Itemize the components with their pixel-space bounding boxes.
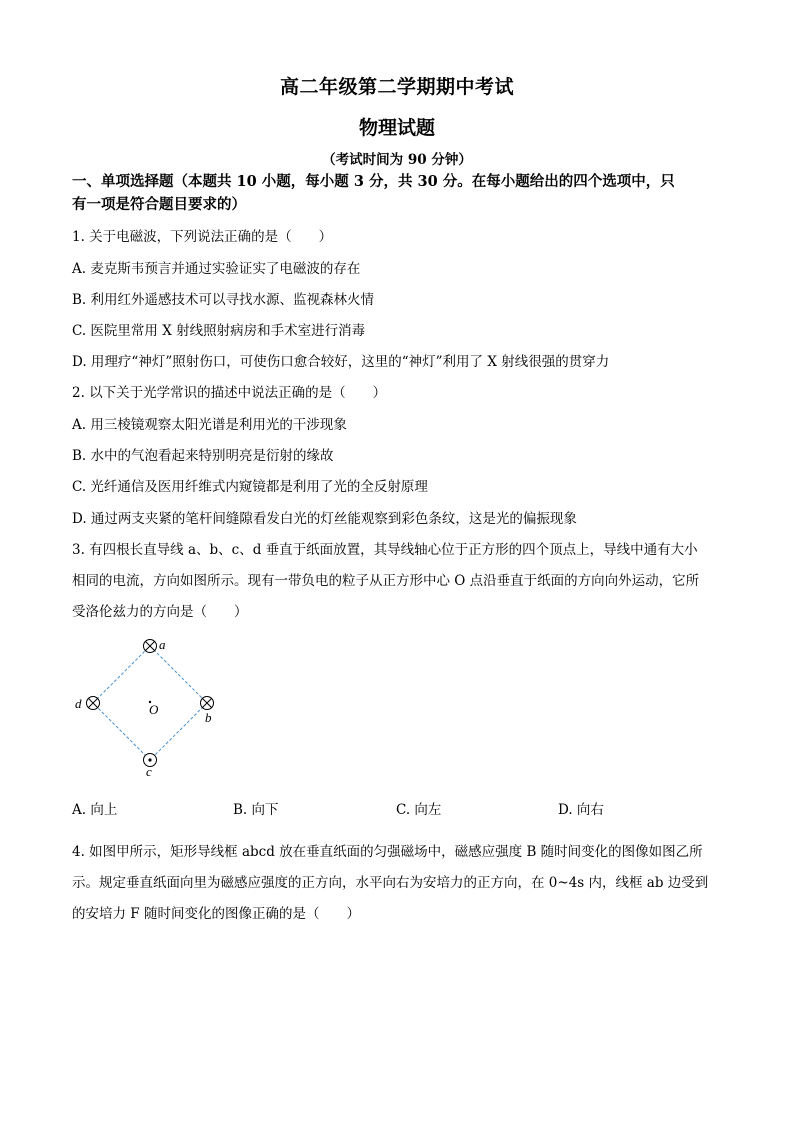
label-b: b [205,710,212,725]
q2-option-b: B. 水中的气泡看起来特别明亮是衍射的缘故 [72,448,334,464]
subject-title: 物理试题 [358,117,435,139]
q1-option-b: B. 利用红外遥感技术可以寻找水源、监视森林火情 [72,292,375,308]
q3-option-b: B. 向下 [233,802,279,818]
section-heading-line1: 一、单项选择题（本题共 10 小题，每小题 3 分，共 30 分。在每小题给出的四个选项中，只 [72,173,675,190]
q3-stem-line3: 受洛伦兹力的方向是（ ） [72,604,248,620]
q1-option-d: D. 用理疗“神灯”照射伤口，可使伤口愈合较好，这里的“神灯”利用了 X 射线很强的贯穿力 [72,354,610,370]
q3-option-a: A. 向上 [72,802,118,818]
q2-stem: 2. 以下关于光学常识的描述中说法正确的是（ ） [72,385,387,401]
q4-stem-line1: 4. 如图甲所示，矩形导线框 abcd 放在垂直纸面的匀强磁场中，磁感应强度 B 随时间变化的图像如图乙所 [72,844,703,860]
label-o: O [149,702,159,717]
wire-d-into-page-icon [87,697,100,710]
q3-option-d: D. 向右 [558,802,604,818]
label-c: c [146,764,152,779]
q2-option-a: A. 用三棱镜观察太阳光谱是利用光的干涉现象 [72,417,347,433]
q2-option-d: D. 通过两支夹紧的笔杆间缝隙看发白光的灯丝能观察到彩色条纹，这是光的偏振现象 [72,511,577,527]
label-d: d [75,696,82,711]
q4-stem-line2: 示。规定垂直纸面向里为磁感应强度的正方向，水平向右为安培力的正方向，在 0~4s 内，线框 ab 边受到 [72,875,709,891]
exam-title: 高二年级第二学期期中考试 [279,76,514,98]
q3-stem-line1: 3. 有四根长直导线 a、b、c、d 垂直于纸面放置，其导线轴心位于正方形的四个顶点上，导线中通有大小 [72,542,698,558]
wire-b-into-page-icon [201,697,214,710]
q4-stem-line3: 的安培力 F 随时间变化的图像正确的是（ ） [72,906,360,922]
label-a: a [159,637,166,652]
q1-stem: 1. 关于电磁波，下列说法正确的是（ ） [72,229,333,245]
exam-duration: （考试时间为 90 分钟） [322,152,472,168]
q3-option-c: C. 向左 [396,802,442,818]
wire-a-into-page-icon [144,640,157,653]
q1-option-c: C. 医院里常用 X 射线照射病房和手术室进行消毒 [72,323,366,339]
section-heading-line2: 有一项是符合题目要求的） [72,196,246,213]
q3-wire-square-diagram [70,630,230,780]
q2-option-c: C. 光纤通信及医用纤维式内窥镜都是利用了光的全反射原理 [72,479,428,495]
q3-stem-line2: 相同的电流，方向如图所示。现有一带负电的粒子从正方形中心 O 点沿垂直于纸面的方向向外运动，它所 [72,573,700,589]
q1-option-a: A. 麦克斯韦预言并通过实验证实了电磁波的存在 [72,261,361,277]
